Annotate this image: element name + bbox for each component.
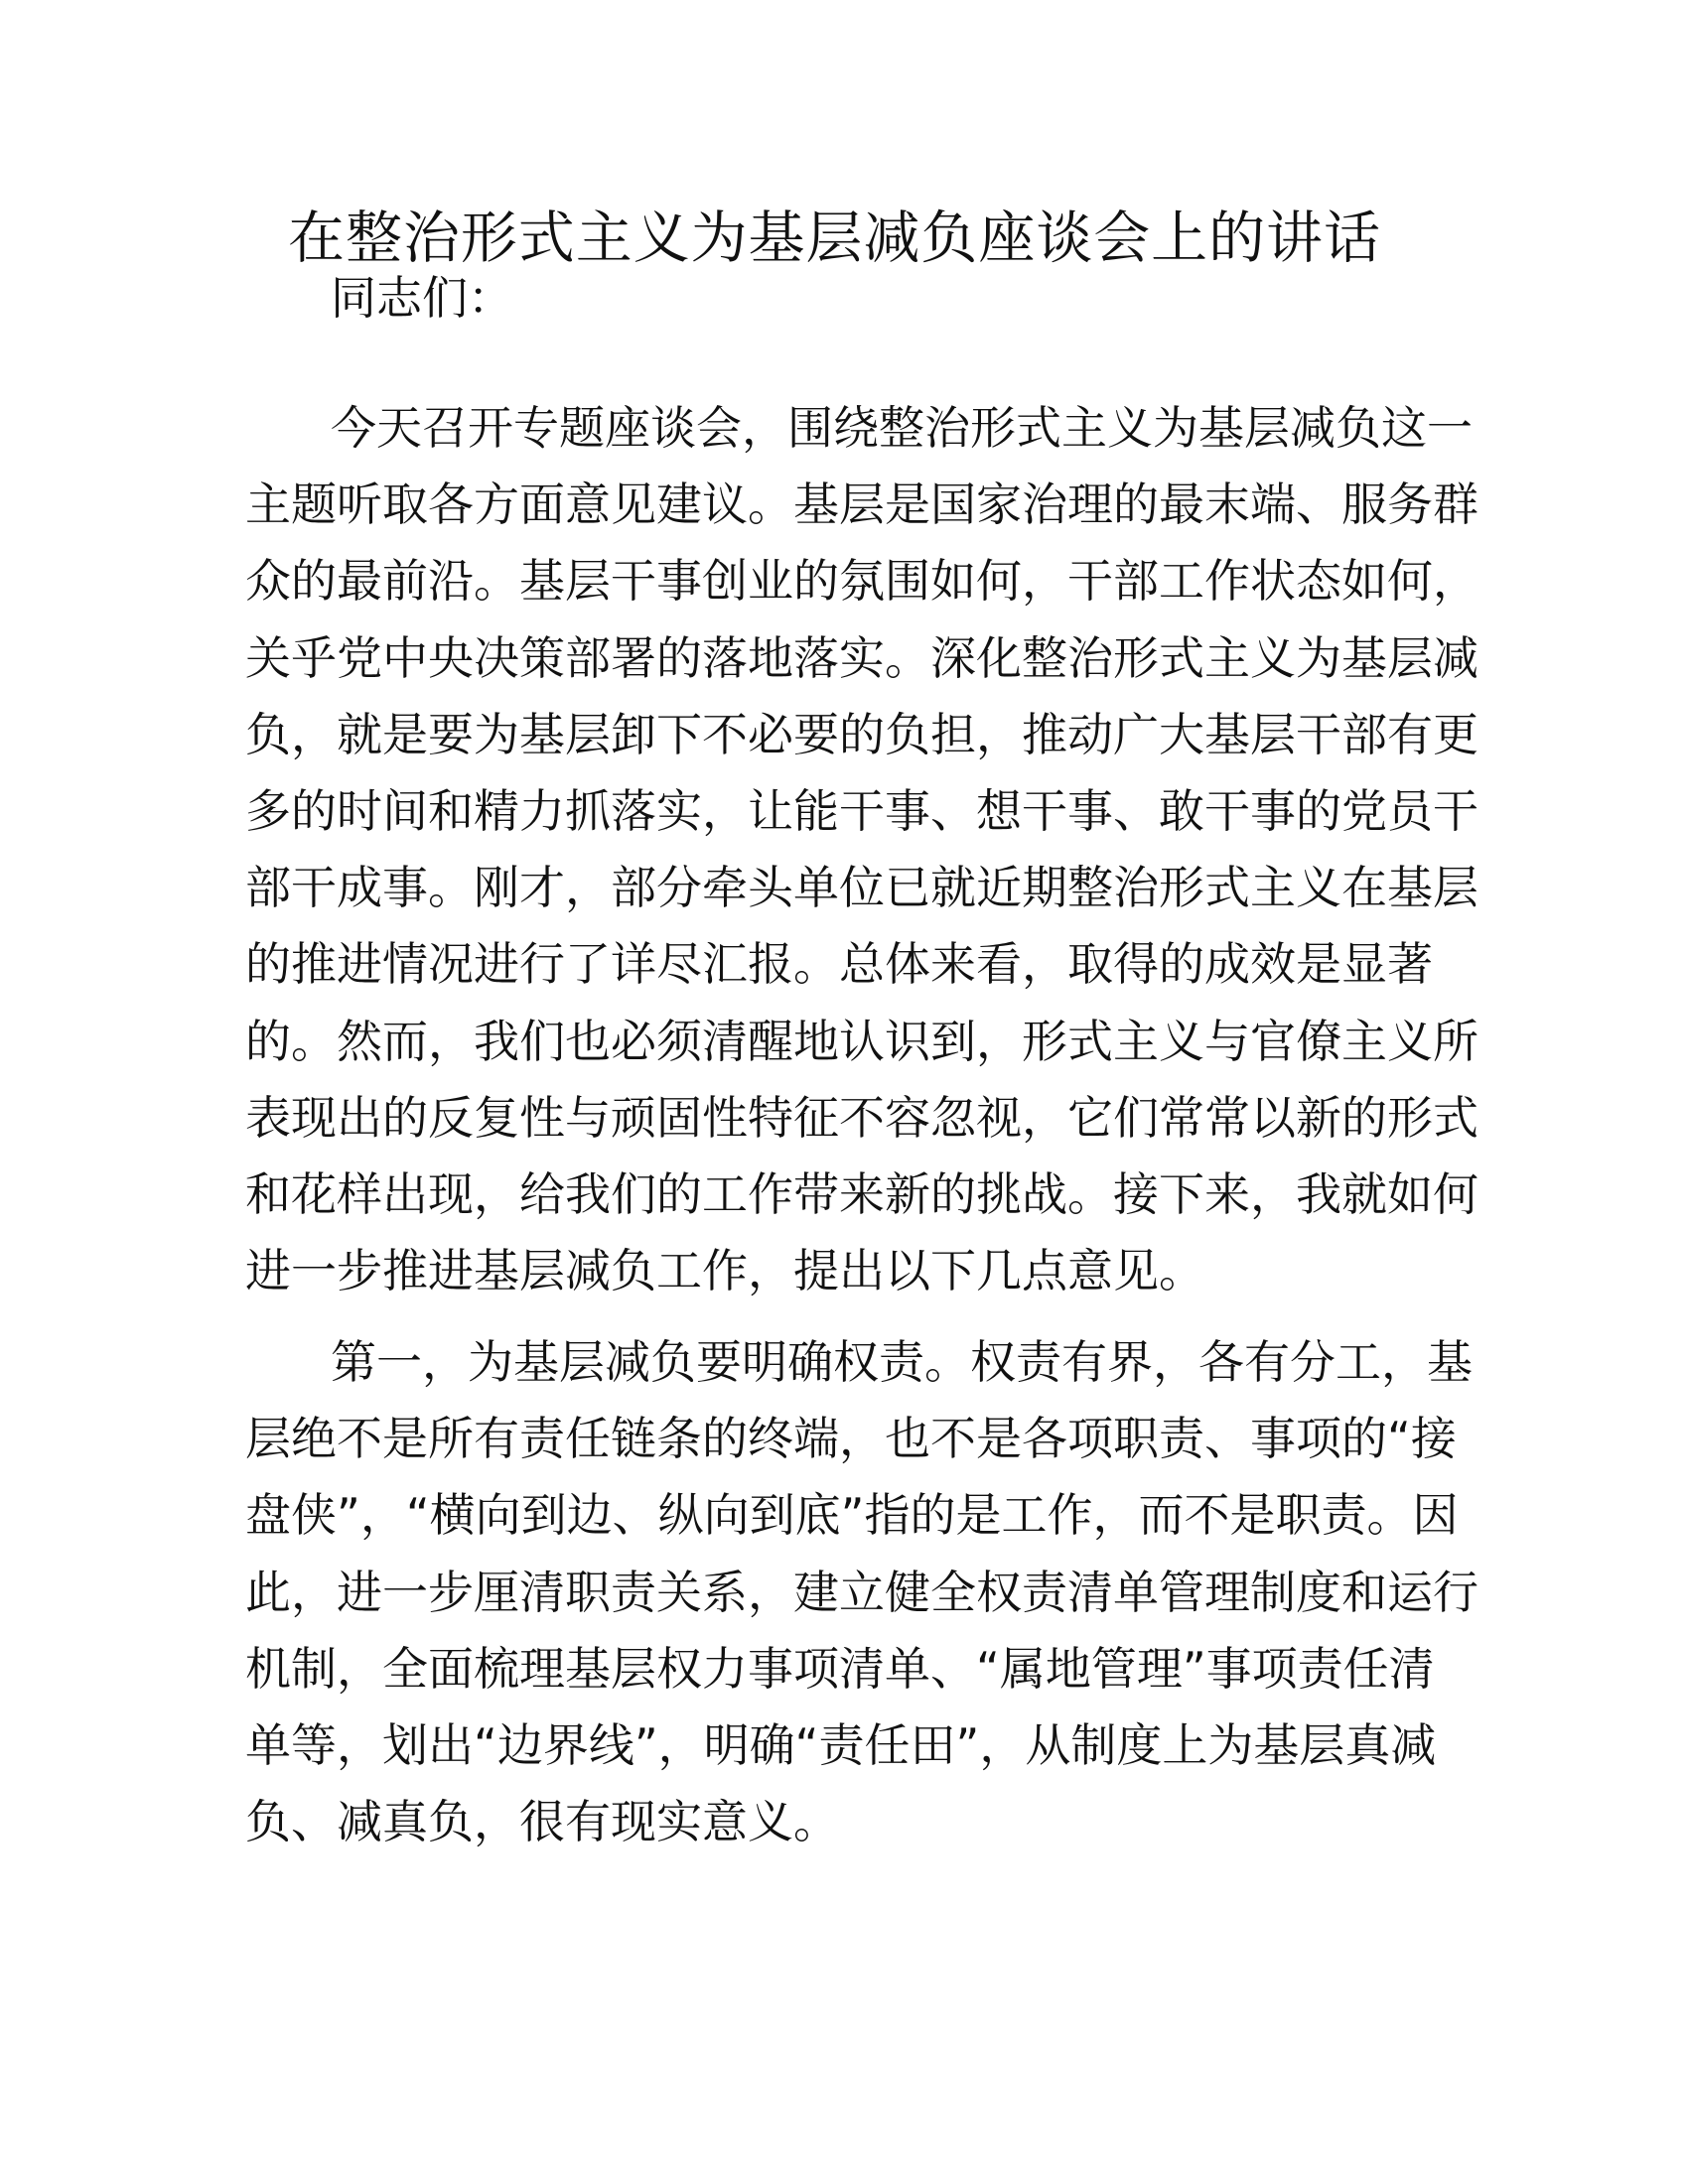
- paragraph-1-line: 部干成事。刚才，部分牵头单位已就近期整治形式主义在基层: [245, 861, 1478, 915]
- paragraph-1-line: 和花样出现，给我们的工作带来新的挑战。接下来，我就如何: [245, 1167, 1478, 1221]
- paragraph-2-line: 单等，划出“边界线”，明确“责任田”，从制度上为基层真减: [245, 1718, 1437, 1772]
- paragraph-2-line: 负、减真负，很有现实意义。: [245, 1795, 839, 1849]
- paragraph-1-line: 进一步推进基层减负工作，提出以下几点意见。: [245, 1244, 1204, 1298]
- paragraph-1-line: 今天召开专题座谈会，围绕整治形式主义为基层减负这一: [331, 401, 1473, 455]
- paragraph-1-line: 的。然而，我们也必须清醒地认识到，形式主义与官僚主义所: [245, 1014, 1478, 1068]
- paragraph-2-line: 机制，全面梳理基层权力事项清单、“属地管理”事项责任清: [245, 1641, 1435, 1696]
- paragraph-1-line: 表现出的反复性与顽固性特征不容忽视，它们常常以新的形式: [245, 1090, 1478, 1145]
- paragraph-1-line: 多的时间和精力抓落实，让能干事、想干事、敢干事的党员干: [245, 784, 1478, 838]
- paragraph-1-line: 负，就是要为基层卸下不必要的负担，推动广大基层干部有更: [245, 707, 1478, 761]
- paragraph-1-line: 关乎党中央决策部署的落地落实。深化整治形式主义为基层减: [245, 630, 1478, 685]
- paragraph-1-line: 的推进情况进行了详尽汇报。总体来看，取得的成效是显著: [245, 937, 1433, 992]
- paragraph-2-line: 第一，为基层减负要明确权责。权责有界，各有分工，基: [331, 1335, 1473, 1389]
- paragraph-1-line: 主题听取各方面意见建议。基层是国家治理的最末端、服务群: [245, 478, 1478, 532]
- paragraph-2-line: 层绝不是所有责任链条的终端，也不是各项职责、事项的“接: [245, 1412, 1457, 1466]
- paragraph-2-line: 盘侠”，“横向到边、纵向到底”指的是工作，而不是职责。因: [245, 1488, 1459, 1543]
- document-title: 在整治形式主义为基层减负座谈会上的讲话: [288, 205, 1380, 271]
- salutation: 同志们：: [331, 271, 513, 325]
- paragraph-2-line: 此，进一步厘清职责关系，建立健全权责清单管理制度和运行: [245, 1565, 1478, 1619]
- paragraph-1-line: 众的最前沿。基层干事创业的氛围如何，干部工作状态如何，: [245, 554, 1478, 609]
